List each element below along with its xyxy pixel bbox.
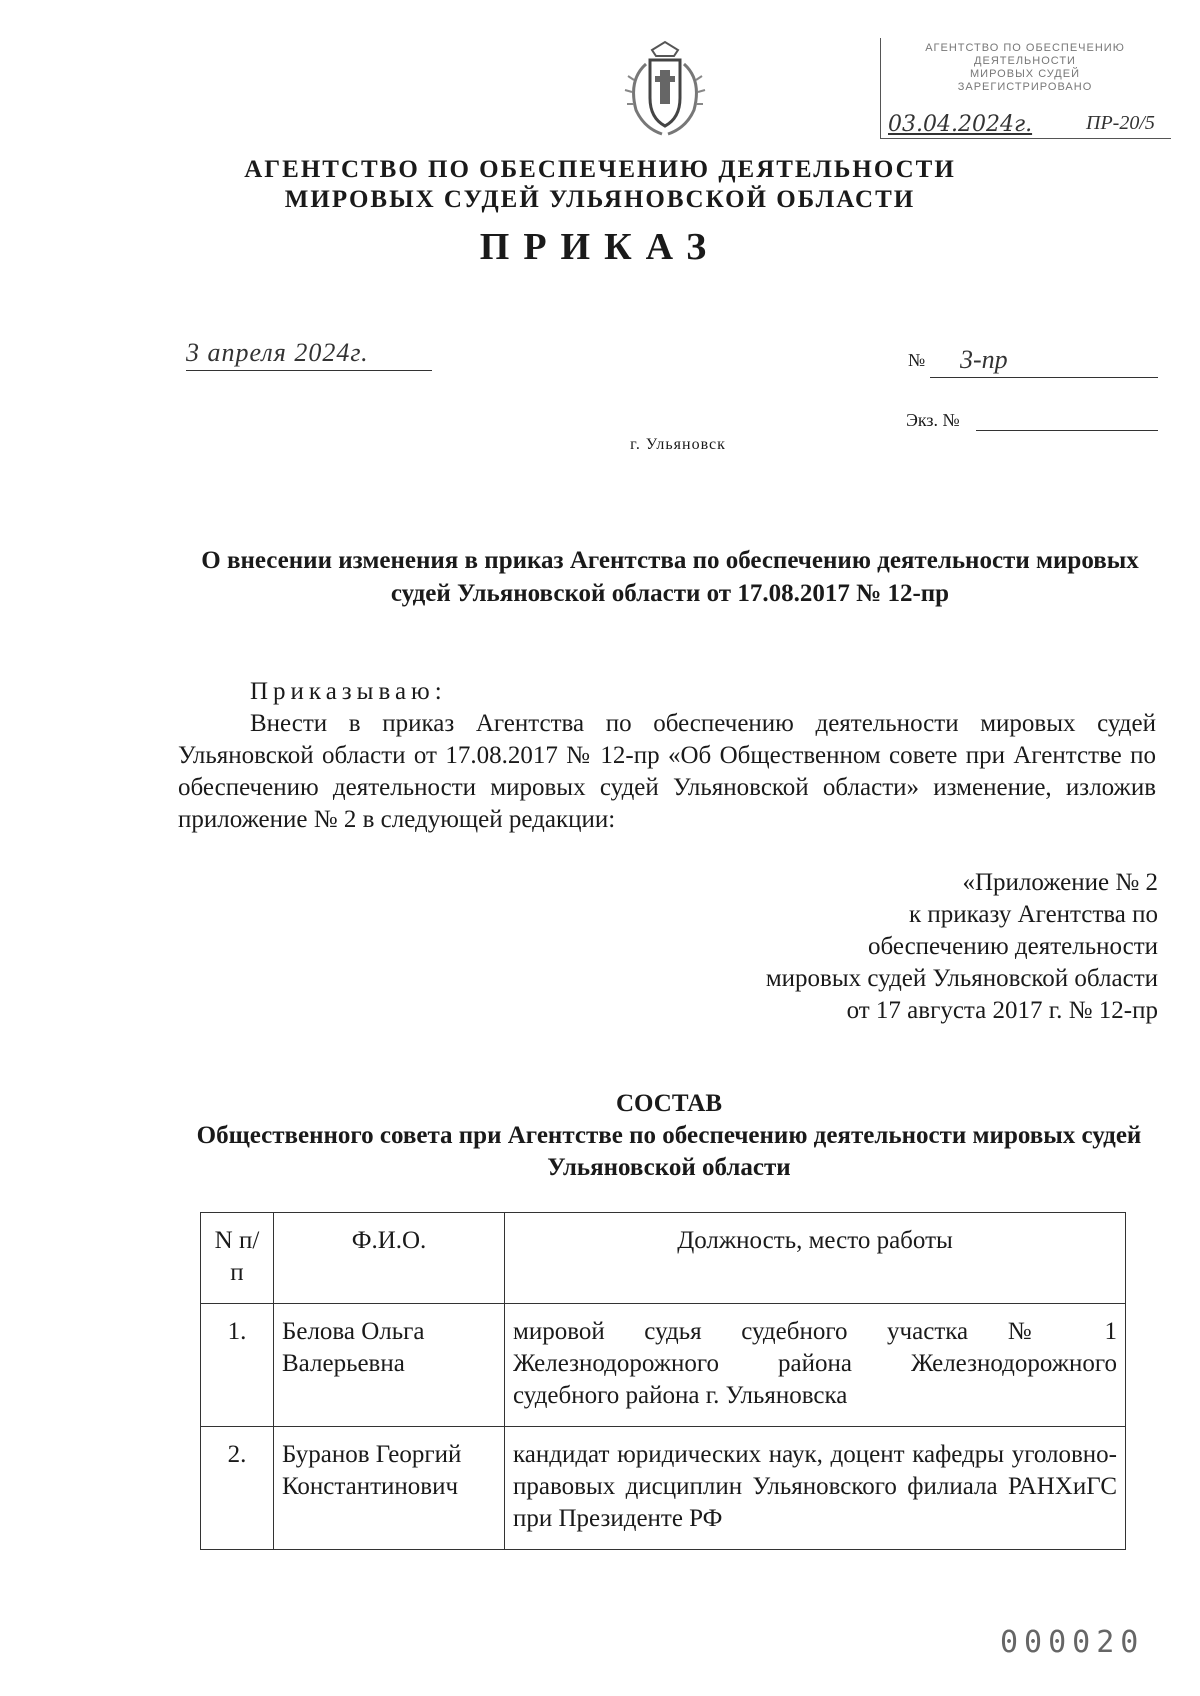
appendix-line: мировых судей Ульяновской области <box>765 965 1158 992</box>
page-number: 000020 <box>1000 1625 1145 1660</box>
stamp-line: ДЕЯТЕЛЬНОСТИ <box>974 55 1076 67</box>
member-name: Буранов Георгий Константинович <box>274 1427 505 1550</box>
appendix-line: обеспечению деятельности <box>867 933 1158 960</box>
stamp-line: ЗАРЕГИСТРИРОВАНО <box>957 81 1093 93</box>
member-position: кандидат юридических наук, доцент кафедры уголовно-правовых дисциплин Ульяновского филиала РАНХиГС при Президенте РФ <box>505 1427 1126 1550</box>
row-number: 1. <box>201 1304 274 1427</box>
order-date-handwritten: 3 апреля 2024г. <box>186 338 432 371</box>
order-number-line <box>930 377 1158 378</box>
member-position: мировой судья судебного участка № 1 Железнодорожного района Железнодорожного судебного района г. Ульяновска <box>505 1304 1126 1427</box>
stamp-date-handwritten: 03.04.2024г. <box>888 112 1033 137</box>
order-number-label: № <box>908 350 926 370</box>
stamp-text <box>890 42 1160 94</box>
copy-number-label: Экз. № <box>906 410 960 430</box>
composition-heading <box>180 1088 1158 1184</box>
table-row <box>201 1304 1126 1427</box>
appendix-line: к приказу Агентства по <box>908 901 1158 928</box>
stamp-number-handwritten: ПР-20/5 <box>1086 112 1155 134</box>
order-paragraph: Внести в приказ Агентства по обеспечению деятельности мировых судей Ульяновской области от 17.08.2017 № 12-пр «Об Общественном совете при Агентстве по обеспечению деятельности мировых судей Ульяновской области» изменение, изложив приложение № 2 в следующей редакции: <box>178 710 1156 833</box>
stamp-line: МИРОВЫХ СУДЕЙ <box>970 68 1080 80</box>
city: г. Ульяновск <box>630 436 726 453</box>
composition-subtitle: Общественного совета при Агентстве по обеспечению деятельности мировых судей Ульяновской области <box>196 1122 1142 1181</box>
column-header: N п/п <box>201 1213 274 1304</box>
coat-of-arms-emblem <box>622 40 708 140</box>
appendix-line: от 17 августа 2017 г. № 12-пр <box>846 997 1158 1024</box>
column-header: Ф.И.О. <box>274 1213 505 1304</box>
appendix-line: «Приложение № 2 <box>962 869 1158 896</box>
column-header: Должность, место работы <box>505 1213 1126 1304</box>
row-number: 2. <box>201 1427 274 1550</box>
agency-name-line2: МИРОВЫХ СУДЕЙ УЛЬЯНОВСКОЙ ОБЛАСТИ <box>284 186 916 213</box>
members-table <box>200 1212 1126 1550</box>
document-type-title: ПРИКАЗ <box>479 226 721 268</box>
order-word: Приказываю: <box>250 678 447 705</box>
member-name: Белова Ольга Валерьевна <box>274 1304 505 1427</box>
table-row <box>201 1427 1126 1550</box>
order-number-handwritten: 3-пр <box>960 345 1008 374</box>
agency-name-line1: АГЕНТСТВО ПО ОБЕСПЕЧЕНИЮ ДЕЯТЕЛЬНОСТИ <box>244 156 956 183</box>
order-subject: О внесении изменения в приказ Агентства по обеспечению деятельности мировых судей Ульяновской области от 17.08.2017 № 12-пр <box>201 547 1139 607</box>
copy-number-line <box>976 430 1158 431</box>
appendix-reference <box>640 867 1158 1027</box>
table-header-row <box>201 1213 1126 1304</box>
stamp-line: АГЕНТСТВО ПО ОБЕСПЕЧЕНИЮ <box>925 42 1125 54</box>
composition-title: СОСТАВ <box>615 1090 723 1117</box>
